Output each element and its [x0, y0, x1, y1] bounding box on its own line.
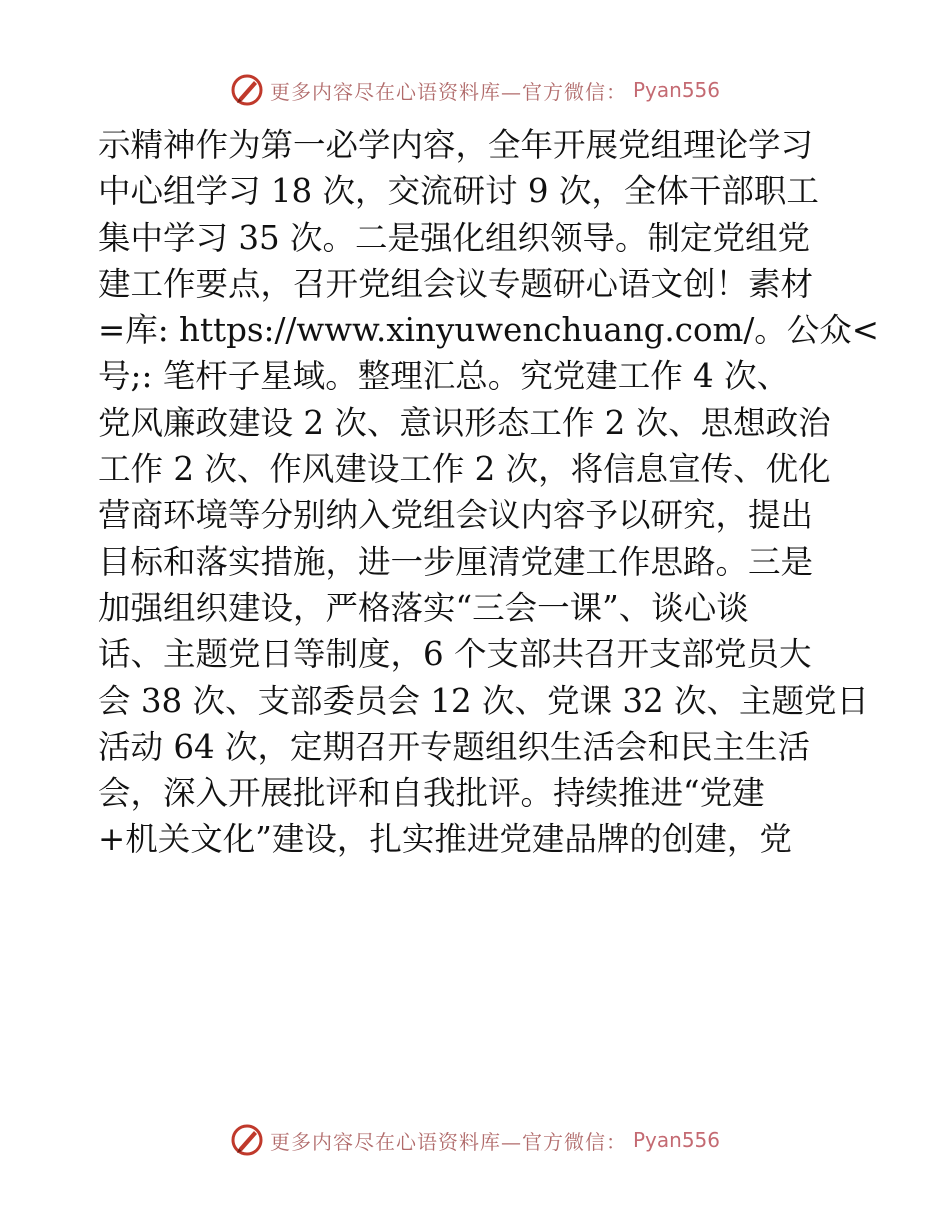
- banner-text: 更多内容尽在心语资料库—官方微信：: [269, 79, 627, 104]
- pen-logo-icon: [230, 73, 264, 107]
- pen-logo-icon: [230, 1123, 264, 1157]
- header-banner: [0, 70, 950, 110]
- banner-text: 更多内容尽在心语资料库—官方微信：: [269, 1129, 627, 1154]
- text-line: 活动 64 次，定期召开专题组织生活会和民主生活: [98, 727, 811, 766]
- text-line-url: =库: https://www.xinyuwenchuang.com/。公众<: [98, 311, 880, 350]
- text-line: 集中学习 35 次。二是强化组织领导。制定党组党: [98, 218, 811, 257]
- text-line: 示精神作为第一必学内容，全年开展党组理论学习: [98, 126, 814, 164]
- text-line: 话、主题党日等制度，6 个支部共召开支部党员大: [98, 635, 812, 674]
- text-line: 目标和落实措施，进一步厘清党建工作思路。三是: [98, 542, 814, 581]
- text-line: 加强组织建设，严格落实“三会一课”、谈心谈: [98, 588, 749, 627]
- text-line: +机关文化”建设，扎实推进党建品牌的创建，党: [98, 820, 792, 859]
- text-line: 号;: 笔杆子星域。整理汇总。究党建工作 4 次、: [98, 357, 790, 396]
- body-text: [98, 122, 880, 863]
- text-line: 会 38 次、支部委员会 12 次、党课 32 次、主题党日: [98, 681, 870, 720]
- text-line: 党风廉政建设 2 次、意识形态工作 2 次、思想政治: [98, 403, 831, 442]
- text-line: 营商环境等分别纳入党组会议内容予以研究，提出: [98, 496, 814, 535]
- footer-banner: [0, 1120, 950, 1160]
- text-line: 工作 2 次、作风建设工作 2 次，将信息宣传、优化: [98, 450, 831, 489]
- banner-wechat-id: Pyan556: [632, 78, 720, 102]
- banner-wechat-id: Pyan556: [632, 1128, 720, 1152]
- text-line: 会，深入开展批评和自我批评。持续推进“党建: [98, 774, 765, 813]
- text-line: 中心组学习 18 次，交流研讨 9 次，全体干部职工: [98, 172, 819, 211]
- text-line: 建工作要点，召开党组会议专题研心语文创！素材: [98, 264, 814, 303]
